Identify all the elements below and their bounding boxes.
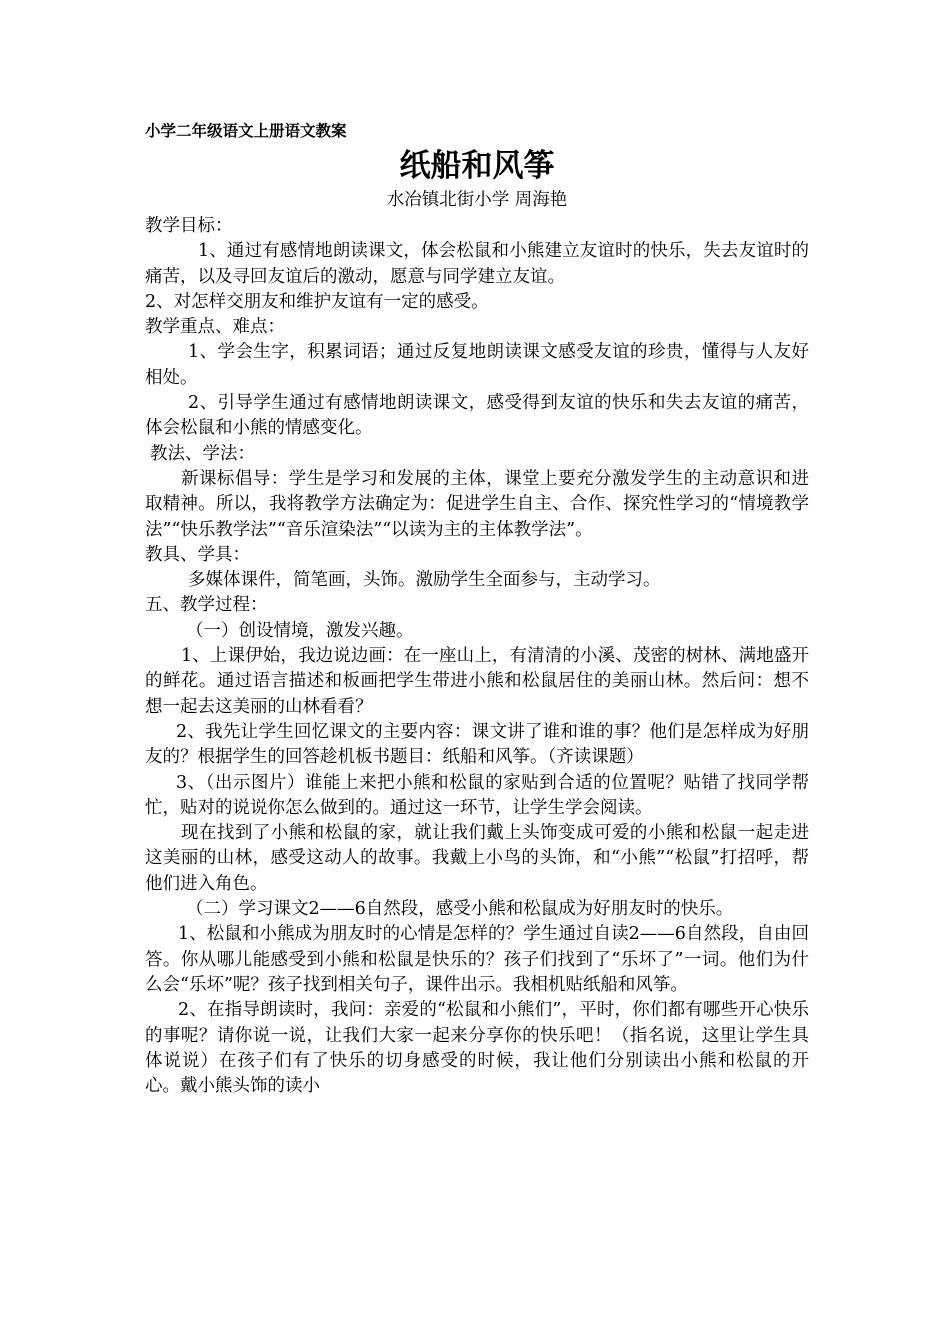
paragraph-key-1: 1、学会生字，积累词语；通过反复地朗读课文感受友谊的珍贵，懂得与人友好相处。 — [145, 342, 809, 388]
paragraph-goal-2: 2、对怎样交朋友和维护友谊有一定的感受。 — [145, 291, 489, 312]
section-heading-goals: 教学目标： — [145, 216, 233, 236]
author-line: 水冶镇北街小学 周海艳 — [386, 190, 568, 210]
paragraph-method-1: 新课标倡导：学生是学习和发展的主体，课堂上要充分激发学生的主动意识和进取精神。所以，我将教学方法确定为：促进学生自主、合作、探究性学习的“情境教学法”“快乐教学法”“音乐渲染法”“以读为主的主体教学法”。 — [145, 468, 809, 540]
paragraph-step-2-1: 1、松鼠和小熊成为朋友时的心情是怎样的？学生通过自读2——6自然段，自由回答。你从哪儿能感受到小熊和松鼠是快乐的？孩子们找到了“乐坏了”一词。他们为什么会“乐坏”呢？孩子找到相关句子，课件出示。我相机贴纸船和风筝。 — [145, 924, 809, 995]
paragraph-step-1-4: 现在找到了小熊和松鼠的家，就让我们戴上头饰变成可爱的小熊和松鼠一起走进这美丽的山林，感受这动人的故事。我戴上小鸟的头饰，和“小熊”“松鼠”打招呼，帮他们进入角色。 — [145, 823, 809, 894]
paragraph-step-1-1: 1、上课伊始，我边说边画：在一座山上，有清清的小溪、茂密的树林、满地盛开的鲜花。通过语言描述和板画把学生带进小熊和松鼠居住的美丽山林。然后问：想不想一起去这美丽的山林看看？ — [145, 646, 809, 717]
paragraph-step-1-2: 2、我先让学生回忆课文的主要内容：课文讲了谁和谁的事？他们是怎样成为好朋友的？根据学生的回答趁机板书题目：纸船和风筝。（齐读课题） — [145, 721, 809, 768]
paragraph-tools-1: 多媒体课件，简笔画，头饰。激励学生全面参与，主动学习。 — [188, 570, 661, 591]
paragraph-step-1-3: 3、（出示图片）谁能上来把小熊和松鼠的家贴到合适的位置呢？贴错了找同学帮忙，贴对的说说你怎么做到的。通过这一环节，让学生学会阅读。 — [145, 772, 809, 818]
section-heading-methods: 教法、学法： — [150, 443, 255, 464]
section-heading-tools: 教具、学具： — [145, 544, 250, 565]
document-title: 纸船和风筝 — [399, 148, 555, 184]
paragraph-key-2: 2、引导学生通过有感情地朗读课文，感受得到友谊的快乐和失去友谊的痛苦，体会松鼠和小熊的情感变化。 — [145, 393, 809, 439]
section-heading-process: 五、教学过程： — [145, 595, 268, 616]
section-heading-key-points: 教学重点、难点： — [145, 317, 285, 338]
step-2-heading: （二）学习课文2——6自然段，感受小熊和松鼠成为好朋友时的快乐。 — [186, 899, 734, 920]
paragraph-goal-1: 1、通过有感情地朗读课文，体会松鼠和小熊建立友谊时的快乐，失去友谊时的痛苦，以及寻回友谊后的激动，愿意与同学建立友谊。 — [145, 241, 809, 287]
paragraph-step-2-2: 2、在指导朗读时，我问：亲爱的“松鼠和小熊们”，平时，你们都有哪些开心快乐的事呢？请你说一说，让我们大家一起来分享你的快乐吧！（指名说，这里让学生具体说说）在孩子们有了快乐的切身感受的时候，我让他们分别读出小熊和松鼠的开心。戴小熊头饰的读小 — [145, 1000, 809, 1097]
document-body — [145, 120, 809, 1099]
document-header: 小学二年级语文上册语文教案 — [145, 122, 347, 140]
step-1-heading: （一）创设情境，激发兴趣。 — [186, 620, 414, 641]
